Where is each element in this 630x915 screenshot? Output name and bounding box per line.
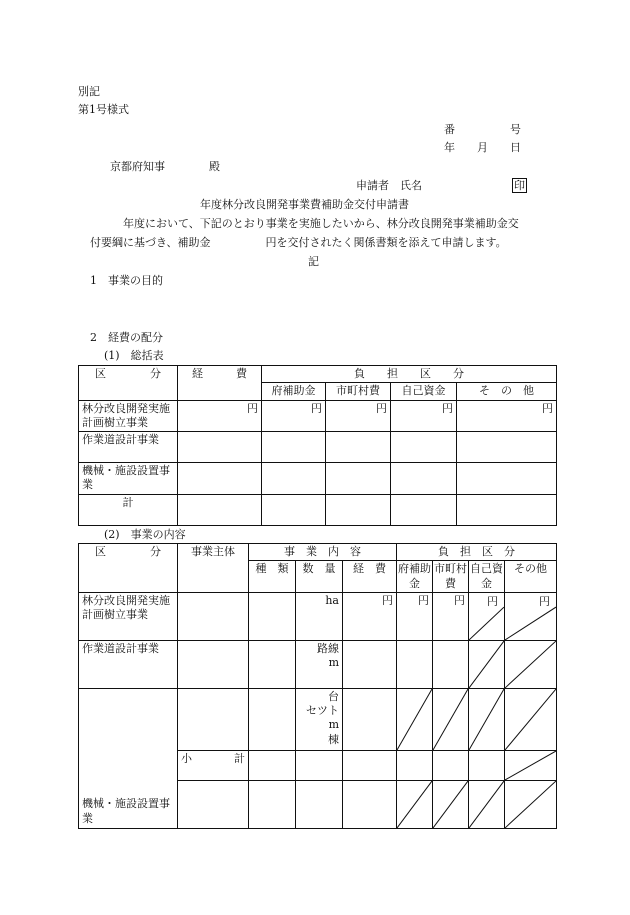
t2-row-label: 機械・施設設置事業 [79, 688, 178, 828]
applicant-name-label: 申請者 氏名 [356, 179, 422, 192]
t2-slash-cell [469, 640, 505, 688]
t2-header-pref-subsidy: 府補助金 [397, 561, 433, 593]
t1-unit: 円 [178, 400, 262, 432]
t1-unit: 円 [457, 400, 557, 432]
table-row [79, 640, 557, 688]
t2-slash-cell [469, 592, 505, 640]
t2-row-label: 作業道設計事業 [79, 640, 178, 688]
table-row [79, 688, 557, 750]
date-line: 年 月 日 [444, 141, 521, 154]
t2-unit-yen: 円 [539, 594, 550, 608]
t2-unit-m: m [328, 718, 339, 732]
t1-header-burden: 負 担 区 分 [262, 366, 557, 383]
diagonal-line [397, 689, 432, 750]
t2-header-quantity: 数 量 [296, 561, 343, 593]
t2-row-label: 林分改良開発実施計画樹立事業 [79, 592, 178, 640]
t2-header-kubun: 区 分 [79, 544, 178, 593]
table-row [79, 494, 557, 525]
t2-slash-cell [505, 640, 557, 688]
diagonal-line [505, 751, 556, 780]
t2-header-type: 種 類 [249, 561, 296, 593]
diagonal-line [505, 781, 556, 828]
diagonal-line [469, 781, 504, 828]
t2-unit-yen: 円 [343, 592, 397, 640]
ki-mark: 記 [308, 255, 319, 268]
t1-row-label: 林分改良開発実施計画樹立事業 [79, 400, 178, 432]
t2-unit-yen: 円 [433, 592, 469, 640]
section-purpose: 1 事業の目的 [90, 274, 163, 287]
t2-slash-cell [433, 780, 469, 828]
table-row [79, 592, 557, 640]
t2-units-route [296, 640, 343, 688]
t2-header-burden: 負 担 区 分 [397, 544, 557, 561]
t2-unit-yen: 円 [487, 594, 498, 608]
t1-header-pref-subsidy: 府補助金 [262, 383, 326, 400]
table2-caption: (2) 事業の内容 [104, 528, 186, 541]
t2-unit-dai: 台 [328, 689, 339, 703]
t1-total-label: 計 [79, 494, 178, 525]
t2-header-other: その他 [505, 561, 557, 593]
diagonal-line [433, 781, 468, 828]
t1-unit: 円 [391, 400, 457, 432]
t2-slash-cell [397, 688, 433, 750]
diagonal-line [469, 689, 504, 750]
t2-header-content: 事 業 内 容 [249, 544, 397, 561]
t2-unit-yen: 円 [397, 592, 433, 640]
appendix-label: 別記 [78, 85, 100, 98]
body-text-line-1: 年度において、下記のとおり事業を実施したいから、林分改良開発事業補助金交 [123, 217, 519, 230]
t2-slash-cell [505, 750, 557, 780]
t1-unit: 円 [326, 400, 391, 432]
t2-unit-m: m [328, 656, 339, 670]
t2-subtotal-label: 小 計 [178, 750, 249, 780]
diagonal-line [505, 689, 556, 750]
t2-unit-route: 路線 [317, 641, 339, 655]
t2-slash-cell [505, 592, 557, 640]
document-number-line: 番 号 [444, 123, 521, 136]
t2-header-expense: 経 費 [343, 561, 397, 593]
document-title: 年度林分改良開発事業費補助金交付申請書 [200, 198, 409, 211]
section-expense: 2 経費の配分 [90, 331, 163, 344]
t2-header-own-funds: 自己資金 [469, 561, 505, 593]
diagonal-line [397, 781, 432, 828]
t1-header-kubun: 区 分 [79, 366, 178, 401]
table-row [79, 400, 557, 432]
t1-row-label: 機械・施設設置事業 [79, 463, 178, 495]
addressee: 京都府知事 殿 [110, 160, 220, 173]
t2-slash-cell [433, 688, 469, 750]
t1-unit: 円 [262, 400, 326, 432]
table1-caption: (1) 総括表 [104, 349, 164, 362]
form-number: 第1号様式 [78, 103, 129, 116]
t1-header-expense: 経 費 [178, 366, 262, 401]
summary-table [78, 365, 557, 526]
body-text-line-2: 付要綱に基づき、補助金 円を交付されたく関係書類を添えて申請します。 [90, 236, 507, 249]
t1-row-label: 作業道設計事業 [79, 432, 178, 463]
seal-mark: 印 [514, 179, 525, 192]
diagonal-line [469, 641, 504, 688]
diagonal-line [505, 641, 556, 688]
t2-slash-cell [397, 780, 433, 828]
diagonal-line [433, 689, 468, 750]
t2-unit-tou: 棟 [328, 732, 339, 746]
t2-unit-ha: ha [296, 592, 343, 640]
t2-header-municipal: 市町村費 [433, 561, 469, 593]
t1-header-own-funds: 自己資金 [391, 383, 457, 400]
table-row [79, 463, 557, 495]
t2-units-machine [296, 688, 343, 750]
t2-unit-set: セツト [306, 704, 339, 718]
t1-header-municipal: 市町村費 [326, 383, 391, 400]
t2-slash-cell [505, 780, 557, 828]
project-content-table [78, 543, 557, 829]
t1-header-other: そ の 他 [457, 383, 557, 400]
table-row [79, 432, 557, 463]
t2-slash-cell [469, 780, 505, 828]
t2-slash-cell [469, 688, 505, 750]
t2-slash-cell [505, 688, 557, 750]
t2-header-entity: 事業主体 [178, 544, 249, 593]
